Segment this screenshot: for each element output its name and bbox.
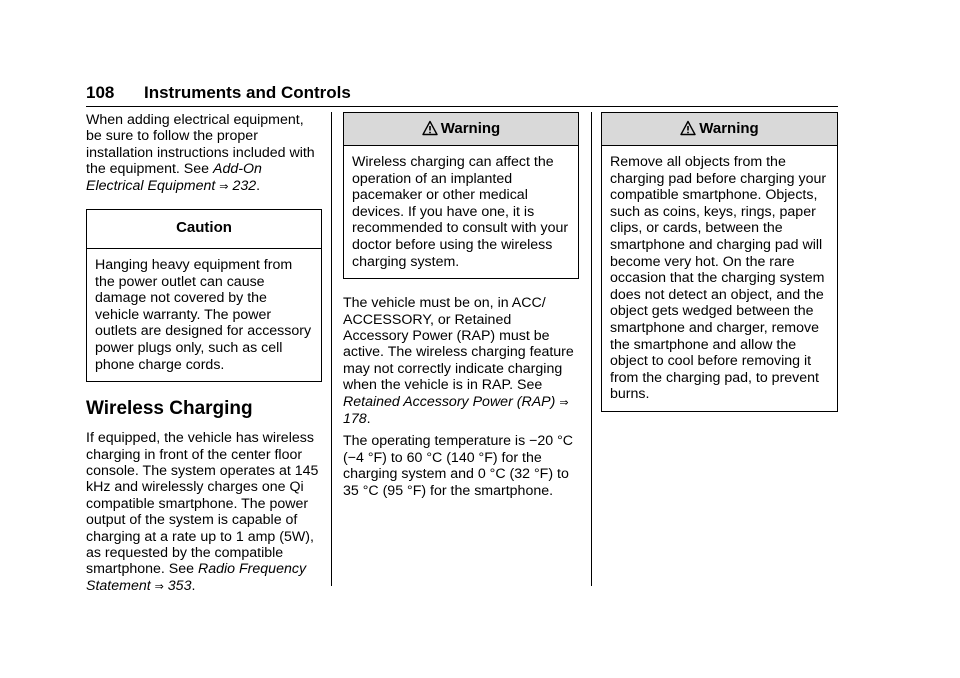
column-divider	[591, 112, 592, 586]
temperature-paragraph: The operating temperature is −20 °C (−4 °F) to 60 °C (140 °F) for the charging system and 0 °C (32 °F) to 35 °C (95 °F) for the smartphone.	[343, 433, 574, 499]
column-divider	[331, 112, 332, 586]
caution-box	[86, 209, 322, 382]
warning-title: Warning	[440, 120, 501, 137]
section-title: Instruments and Controls	[144, 83, 351, 102]
warning-triangle-icon	[422, 120, 438, 136]
page-header	[86, 82, 838, 107]
caution-text: Hanging heavy equipment from the power outlet can cause damage not covered by the vehicle warranty. The power outlets are designed for accessory power plugs only, such as cell phone charge cords.	[95, 257, 312, 373]
cross-reference-page[interactable]: 232	[232, 177, 257, 194]
cross-reference-link[interactable]: Radio Frequency Statement	[86, 561, 307, 594]
intro-paragraph: When adding electrical equipment, be sure to follow the proper installation instructions included with the equipment. See Add-On Electrical Equipment ⇒ 232.	[86, 112, 315, 194]
page-reference-icon: ⇒	[559, 396, 569, 409]
warning-box	[601, 112, 838, 412]
cross-reference-link[interactable]: Add-On Electrical Equipment	[86, 161, 262, 194]
cross-reference-page[interactable]: 353	[167, 577, 192, 594]
warning-triangle-icon	[680, 120, 696, 136]
page-reference-icon: ⇒	[219, 180, 229, 193]
warning-text: Remove all objects from the charging pad before charging your compatible smartphone. Objects, such as coins, keys, rings, paper clips, or cards, between the smartphone and charging pad will become very hot. On the rare occasion that the charging system does not detect an object, and the object gets wedged between the smartphone and charger, remove the smartphone and allow the object to cool before removing it from the charging pad, to prevent burns.	[610, 154, 827, 403]
warning-text: Wireless charging can affect the operation of an implanted pacemaker or other medical devices. If you have one, it is recommended to consult with your doctor before using the wireless charging system.	[352, 154, 569, 270]
cross-reference-page[interactable]: 178	[343, 411, 367, 427]
page-reference-icon: ⇒	[154, 580, 164, 593]
section-heading: Wireless Charging	[86, 398, 253, 420]
body-paragraph: If equipped, the vehicle has wireless charging in front of the center floor console. The system operates at 145 kHz and wirelessly charges one Qi compatible smartphone. The power output of the system is capable of charging at a rate up to 1 amp (5W), as requested by the compatible smartphone. See Radio Frequency Statement ⇒ 353.	[86, 430, 319, 594]
body-paragraph: The vehicle must be on, in ACC/ ACCESSORY, or Retained Accessory Power (RAP) must be active. The wireless charging feature may not correctly indicate charging when the vehicle is in RAP. See Retained Accessory Power (RAP) ⇒ 178.	[343, 295, 574, 427]
cross-reference-link[interactable]: Retained Accessory Power (RAP)	[343, 393, 556, 410]
column-middle	[343, 112, 579, 505]
warning-title: Warning	[699, 120, 759, 137]
column-left	[86, 112, 322, 601]
caution-title: Caution	[87, 210, 321, 249]
warning-box	[343, 112, 579, 279]
page-number: 108	[86, 83, 115, 102]
column-right	[601, 112, 838, 412]
